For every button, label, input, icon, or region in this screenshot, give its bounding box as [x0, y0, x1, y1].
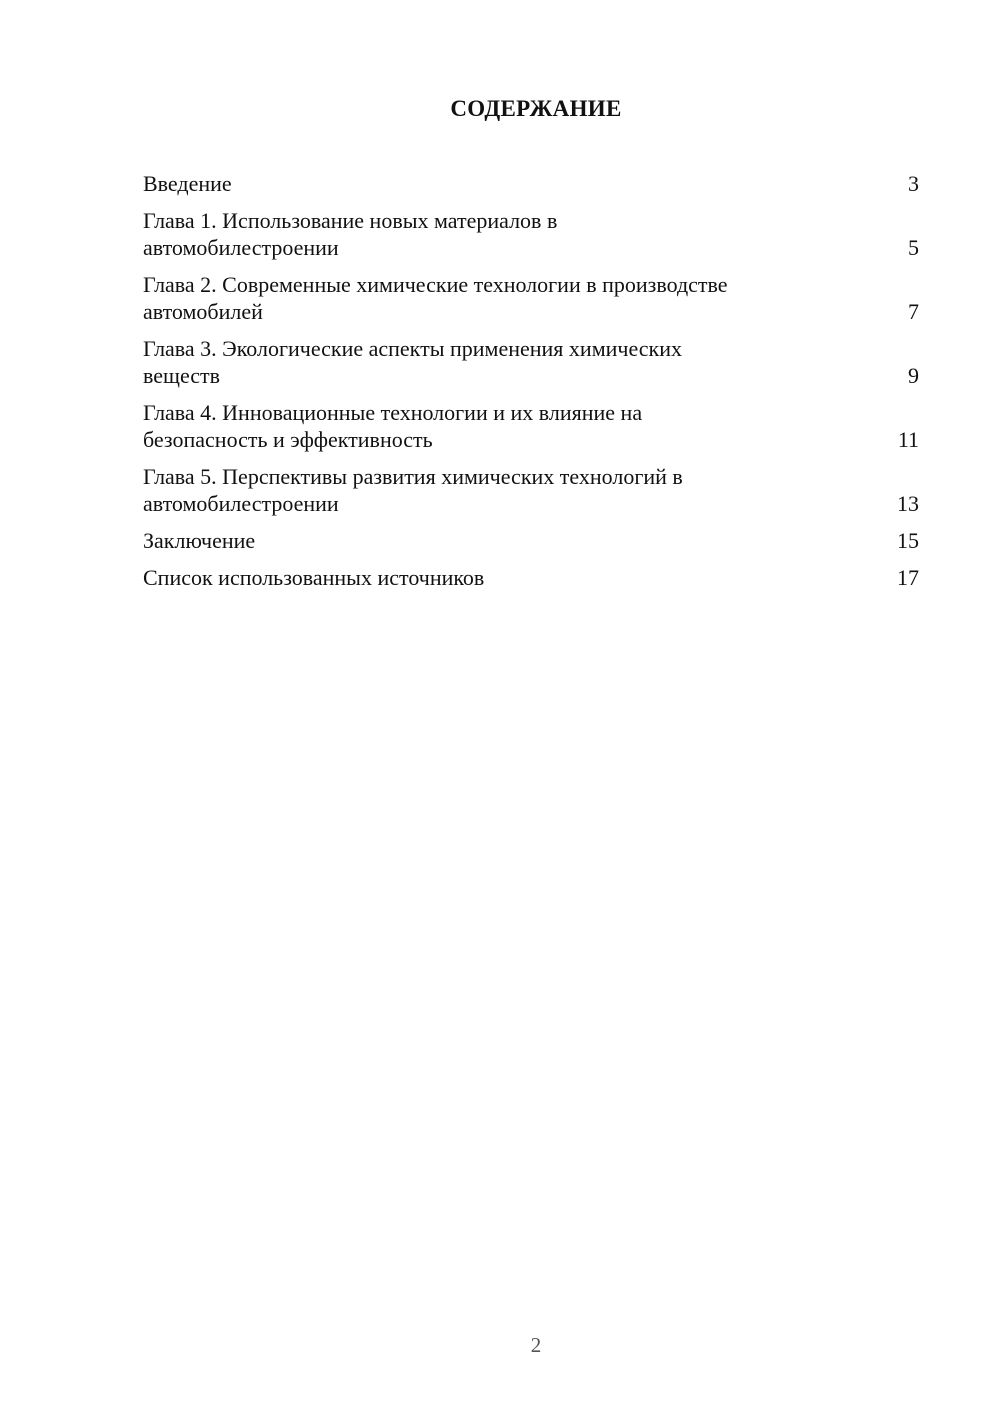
toc-entry-line: Глава 3. Экологические аспекты применения химических: [143, 336, 682, 361]
toc-entry-line: Введение: [143, 171, 232, 196]
toc-entry-text: [143, 463, 823, 517]
toc-entry-line: Глава 2. Современные химические технологии в производстве: [143, 272, 728, 297]
toc-entry-chapter-3: [143, 335, 919, 389]
toc-entry-text: [143, 564, 823, 591]
toc-entry-line: Список использованных источников: [143, 565, 485, 590]
page-title: СОДЕРЖАНИЕ: [450, 96, 622, 121]
toc-entry-chapter-5: [143, 463, 919, 517]
page-number: 2: [530, 1333, 542, 1357]
toc-entry-line: Глава 1. Использование новых материалов в: [143, 208, 558, 233]
toc-entry-line: Заключение: [143, 528, 256, 553]
toc-entry-chapter-4: [143, 399, 919, 453]
toc-entry-text: [143, 271, 823, 325]
toc-entry-line: безопасность и эффективность: [143, 427, 433, 452]
toc-page-number: 13: [897, 491, 919, 516]
toc-entry-conclusion: [143, 527, 919, 554]
toc-entry-line: автомобилей: [143, 299, 263, 324]
toc-entry-text: [143, 527, 823, 554]
toc-entry-line: Глава 4. Инновационные технологии и их влияние на: [143, 400, 643, 425]
toc-entry-introduction: [143, 170, 919, 197]
toc-entry-chapter-1: [143, 207, 919, 261]
toc-page-number: 3: [908, 171, 919, 196]
toc-entry-line: Глава 5. Перспективы развития химических технологий в: [143, 464, 683, 489]
toc-entry-line: автомобилестроении: [143, 235, 339, 260]
toc-entry-line: веществ: [143, 363, 221, 388]
table-of-contents: [143, 170, 919, 601]
toc-page-number: 9: [908, 363, 919, 388]
toc-entry-text: [143, 335, 823, 389]
toc-entry-line: автомобилестроении: [143, 491, 339, 516]
toc-entry-references: [143, 564, 919, 591]
toc-entry-text: [143, 170, 823, 197]
toc-page-number: 11: [897, 427, 919, 452]
toc-entry-chapter-2: [143, 271, 919, 325]
toc-entry-text: [143, 399, 823, 453]
toc-page-number: 5: [908, 235, 919, 260]
toc-page-number: 7: [908, 299, 919, 324]
toc-entry-text: [143, 207, 823, 261]
toc-page-number: 17: [897, 565, 919, 590]
toc-page-number: 15: [897, 528, 919, 553]
